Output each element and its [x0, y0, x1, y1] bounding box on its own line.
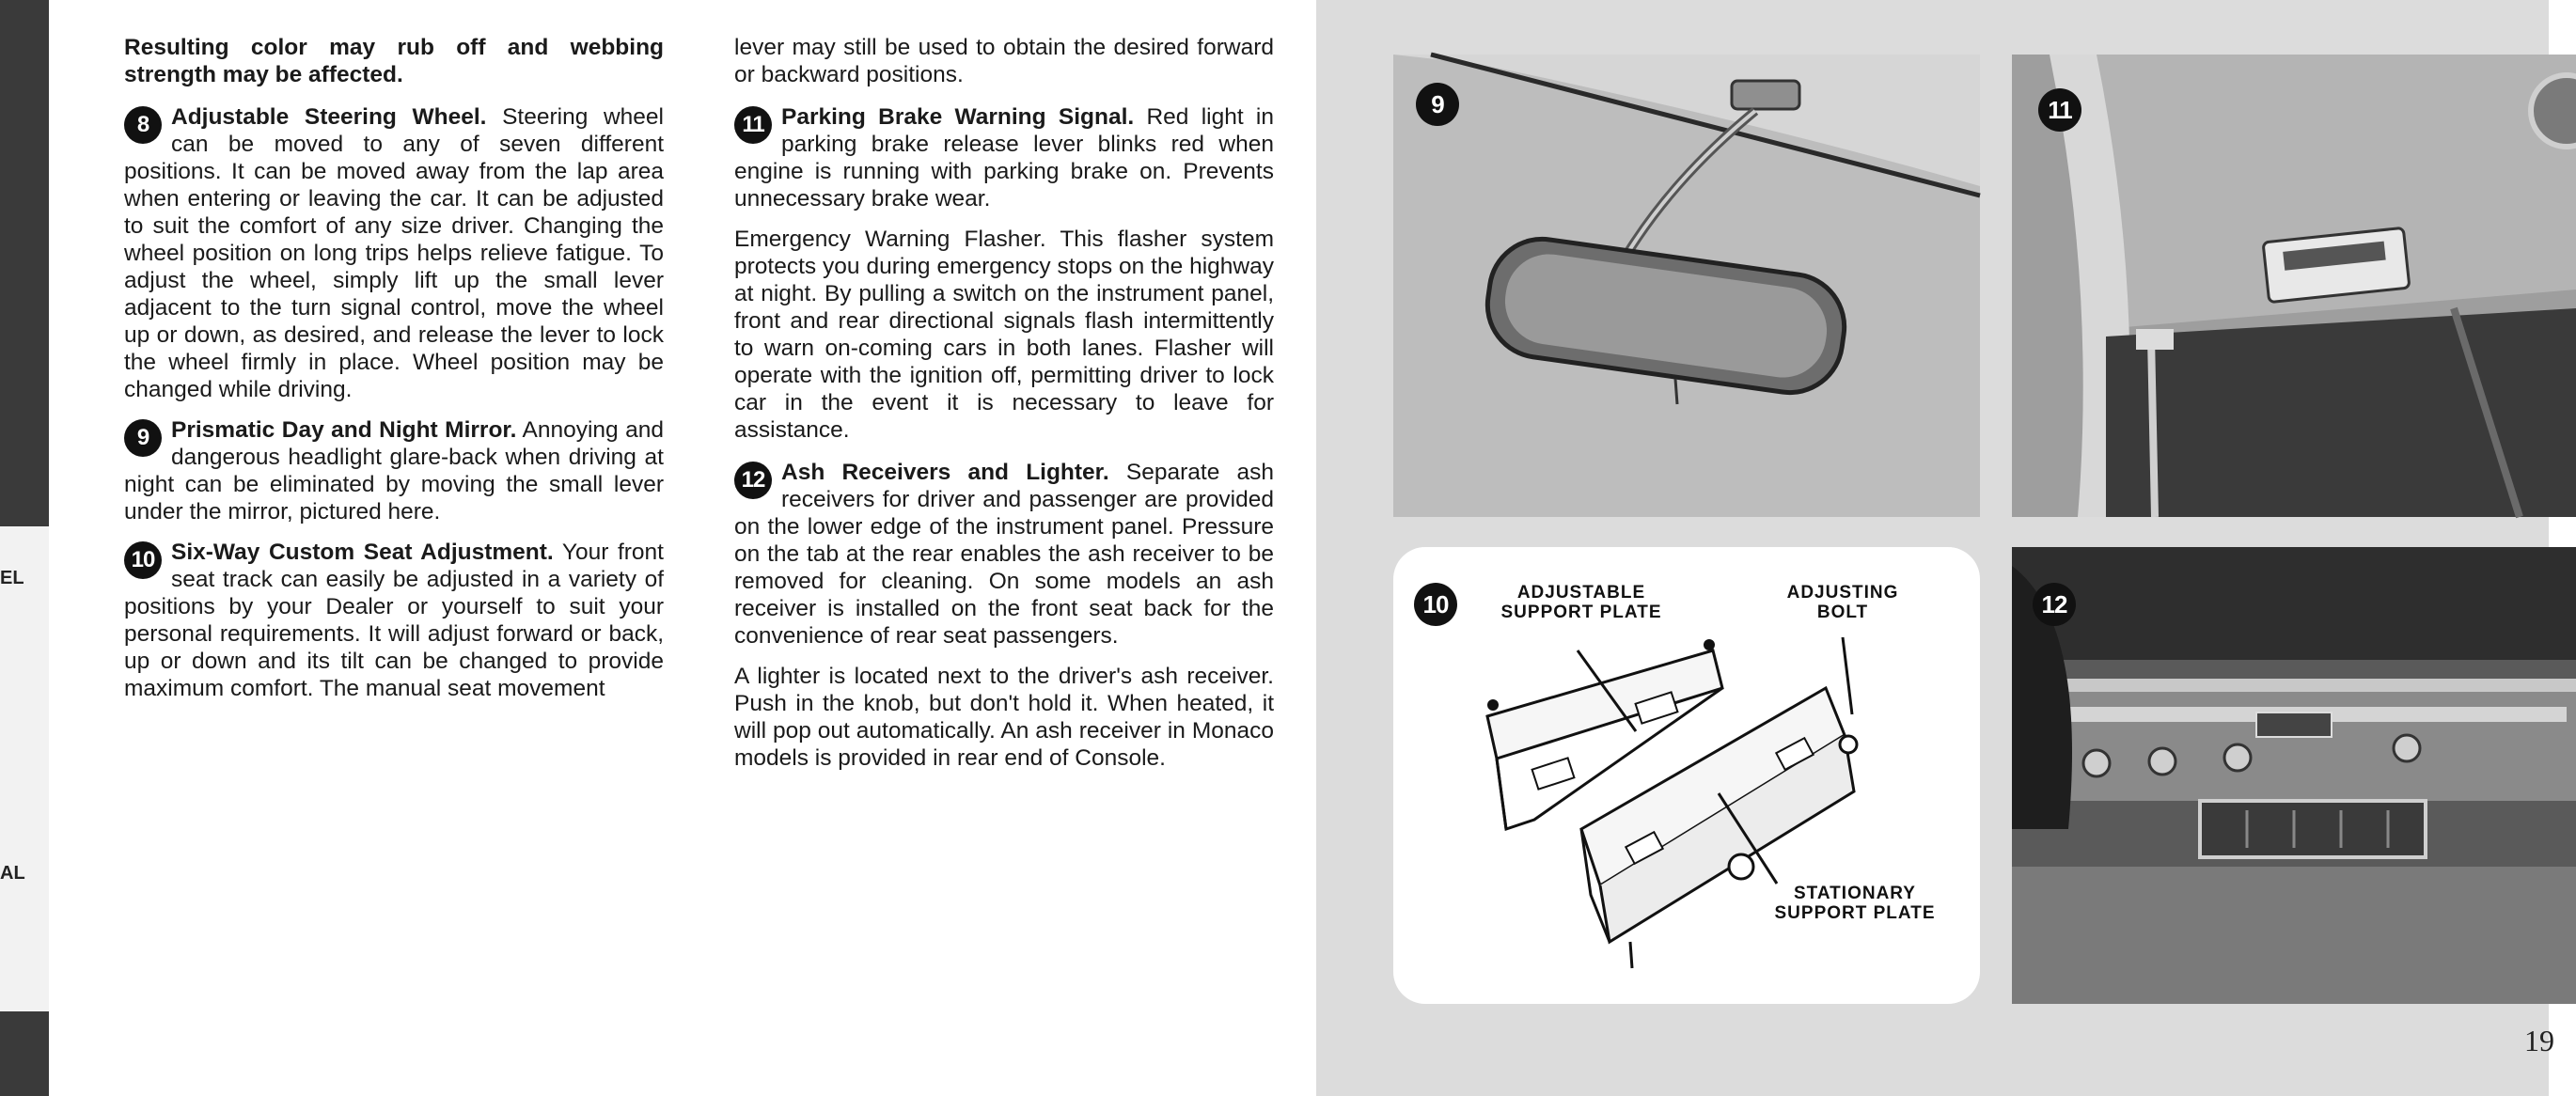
- item-8-title: Adjustable Steering Wheel.: [171, 104, 487, 130]
- mirror-photo: [1393, 55, 1980, 517]
- lighter-paragraph: A lighter is located next to the driver's ash receiver. Push in the knob, but don't hold it. When heated, it will pop out automatically. An ash receiver in Monaco models is provided in rear end of Console.: [734, 664, 1274, 771]
- panel-badge-10: 10: [1414, 583, 1457, 626]
- number-badge-11: 11: [734, 106, 772, 144]
- item-8-steering-wheel: [124, 103, 664, 403]
- panel-badge-11: 11: [2038, 88, 2081, 132]
- item-11-parking-brake: [734, 103, 1274, 212]
- edge-photo-top: [0, 0, 49, 526]
- item-12-ash-receivers: [734, 459, 1274, 650]
- item-10-title: Six-Way Custom Seat Adjustment.: [171, 540, 554, 565]
- panel-badge-12: 12: [2033, 583, 2076, 626]
- number-badge-10: 10: [124, 541, 162, 579]
- item-12-title: Ash Receivers and Lighter.: [781, 460, 1109, 485]
- text-column-1: [124, 34, 664, 715]
- panel-badge-9: 9: [1416, 83, 1459, 126]
- label-stationary-support-plate: STATIONARY SUPPORT PLATE: [1774, 884, 1936, 923]
- number-badge-12: 12: [734, 462, 772, 499]
- text-column-2: [734, 34, 1274, 787]
- intro-warning: Resulting color may rub off and webbing strength may be affected.: [124, 35, 664, 87]
- previous-page-edge: [0, 0, 49, 1096]
- edge-label-2: AL: [0, 863, 25, 884]
- item-10-seat-adjustment: [124, 539, 664, 702]
- photo-panel-9-mirror: [1393, 55, 1980, 517]
- item-12-body: Separate ash receivers for driver and passenger are provided on the lower edge of the instrument panel. Pressure on the tab at the rear enables the ash receiver to be removed for cleaning. On some models an ash receiver is installed on the front seat back for the convenience of rear seat passengers.: [734, 460, 1275, 649]
- item-11-body: Red light in parking brake release lever blinks red when engine is running with parking brake on. Prevents unnecessary brake wear.: [734, 104, 1274, 211]
- photo-panel-11-parking-brake: [2012, 55, 2576, 517]
- edge-label-1: EL: [0, 568, 24, 588]
- item-9-mirror: [124, 416, 664, 525]
- item-9-body: Annoying and dangerous headlight glare-back when driving at night can be eliminated by moving the small lever under the mirror, pictured here.: [124, 417, 664, 525]
- parking-brake-photo: [2012, 55, 2576, 517]
- number-badge-8: 8: [124, 106, 162, 144]
- label-adjustable-support-plate: ADJUSTABLE SUPPORT PLATE: [1500, 583, 1662, 622]
- edge-photo-bottom: [0, 1011, 49, 1096]
- item-11-title: Parking Brake Warning Signal.: [781, 104, 1135, 130]
- right-page: [1316, 0, 2554, 1096]
- emergency-flasher-paragraph: Emergency Warning Flasher. This flasher system protects you during emergency stops on the highway at night. By pulling a switch on the instrument panel, front and rear directional signals flash intermittently to warn on-coming cars in both lanes. Flasher will operate with the ignition off, permitting driver to lock car in the event it is necessary to leave for assistance.: [734, 227, 1274, 443]
- number-badge-9: 9: [124, 419, 162, 457]
- item-10-body: Your front seat track can easily be adjusted in a variety of positions by your Dealer or yourself to suit your personal requirements. It will adjust forward or back, up or down and its tilt can be changed to provide maximum comfort. The manual seat movement: [124, 540, 664, 701]
- item-8-body: Steering wheel can be moved to any of seven different positions. It can be moved away from the lap area when entering or leaving the car. It can be adjusted to suit the comfort of any size driver. Changing the wheel position on long trips helps relieve fatigue. To adjust the wheel, simply lift up the small lever adjacent to the turn signal control, move the wheel up or down, as desired, and release the lever to lock the wheel firmly in place. Wheel position may be changed while driving.: [124, 104, 664, 402]
- dashboard-photo: [2012, 547, 2576, 1004]
- item-9-title: Prismatic Day and Night Mirror.: [171, 417, 517, 443]
- page-number: 19: [2524, 1024, 2554, 1057]
- label-adjusting-bolt: ADJUSTING BOLT: [1786, 583, 1899, 622]
- seat-continuation: lever may still be used to obtain the desired forward or backward positions.: [734, 35, 1274, 87]
- photo-panel-12-ash-receivers: [2012, 547, 2576, 1004]
- diagram-panel-10-seat: [1393, 547, 1980, 1004]
